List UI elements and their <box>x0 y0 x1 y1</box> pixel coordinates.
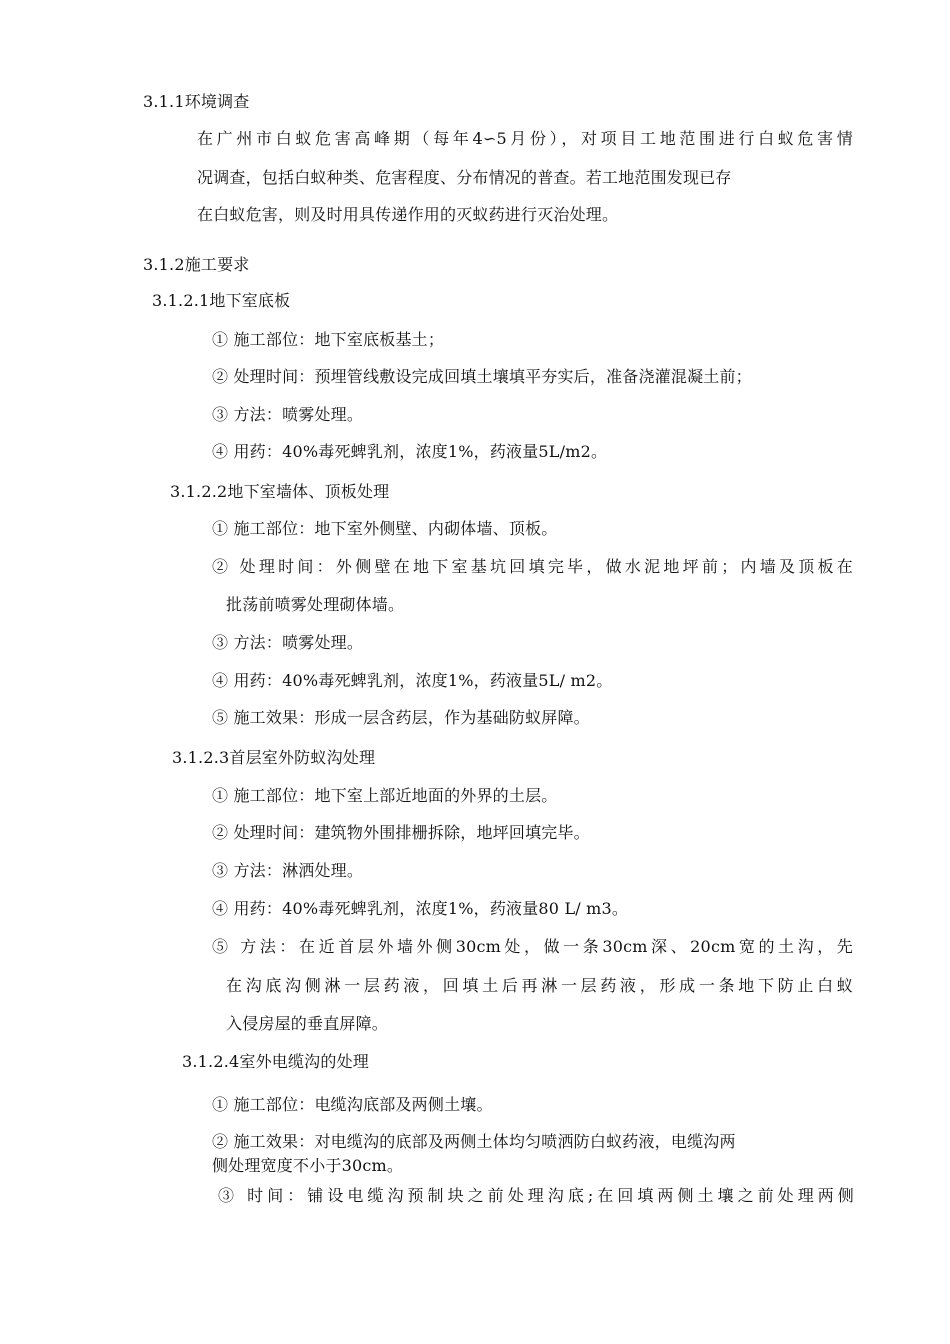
section-heading-3-1-2: 3.1.2施工要求 <box>143 255 250 274</box>
list-item-continuation: 批荡前喷雾处理砌体墙。 <box>226 595 405 614</box>
list-item: ① 施工部位：地下室外侧壁、内砌体墙、顶板。 <box>212 519 558 538</box>
list-item: ⑤ 施工效果：形成一层含药层，作为基础防蚁屏障。 <box>212 708 590 727</box>
list-item: ① 施工部位：地下室底板基土； <box>212 330 445 349</box>
paragraph-line: 况调查，包括白蚁种类、危害程度、分布情况的普查。若工地范围发现已存 <box>197 168 732 187</box>
list-item: ② 处理时间：预埋管线敷设完成回填土壤填平夯实后，准备浇灌混凝土前； <box>212 367 752 386</box>
list-item-continuation: 在沟底沟侧淋一层药液，回填土后再淋一层药液，形成一条地下防止白蚁 <box>226 976 853 995</box>
list-item: ② 处理时间：外侧壁在地下室基坑回填完毕，做水泥地坪前；内墙及顶板在 <box>212 557 853 576</box>
list-item-continuation: 入侵房屋的垂直屏障。 <box>226 1014 389 1033</box>
list-item: ③ 方法：淋洒处理。 <box>212 861 364 880</box>
section-heading-3-1-1: 3.1.1环境调查 <box>143 92 250 111</box>
list-item: ② 施工效果：对电缆沟的底部及两侧土体均匀喷洒防白蚁药液，电缆沟两 <box>212 1132 736 1151</box>
paragraph-line: 在白蚁危害，则及时用具传递作用的灭蚁药进行灭治处理。 <box>197 205 619 224</box>
list-item-continuation: 侧处理宽度不小于30cm。 <box>212 1156 404 1175</box>
paragraph-line: 在广州市白蚁危害高峰期（每年4∽5月份），对项目工地范围进行白蚁危害情 <box>197 129 853 148</box>
subsection-heading-3-1-2-2: 3.1.2.2地下室墙体、顶板处理 <box>170 482 390 501</box>
subsection-heading-3-1-2-1: 3.1.2.1地下室底板 <box>152 291 291 310</box>
list-item: ③ 时间：铺设电缆沟预制块之前处理沟底;在回填两侧土壤之前处理两侧 <box>218 1186 854 1205</box>
list-item: ② 处理时间：建筑物外围排栅拆除，地坪回填完毕。 <box>212 823 590 842</box>
subsection-heading-3-1-2-4: 3.1.2.4室外电缆沟的处理 <box>182 1052 369 1071</box>
list-item: ⑤ 方法：在近首层外墙外侧30cm处，做一条30cm深、20cm宽的土沟，先 <box>212 937 853 956</box>
list-item: ④ 用药：40%毒死蜱乳剂，浓度1%，药液量5L/m2。 <box>212 442 608 461</box>
list-item: ① 施工部位：电缆沟底部及两侧土壤。 <box>212 1095 493 1114</box>
list-item: ④ 用药：40%毒死蜱乳剂，浓度1%，药液量5L/ m2。 <box>212 671 613 690</box>
list-item: ③ 方法：喷雾处理。 <box>212 405 364 424</box>
list-item: ① 施工部位：地下室上部近地面的外界的土层。 <box>212 786 558 805</box>
subsection-heading-3-1-2-3: 3.1.2.3首层室外防蚁沟处理 <box>172 748 376 767</box>
list-item: ③ 方法：喷雾处理。 <box>212 633 364 652</box>
list-item: ④ 用药：40%毒死蜱乳剂，浓度1%，药液量80 L/ m3。 <box>212 899 629 918</box>
